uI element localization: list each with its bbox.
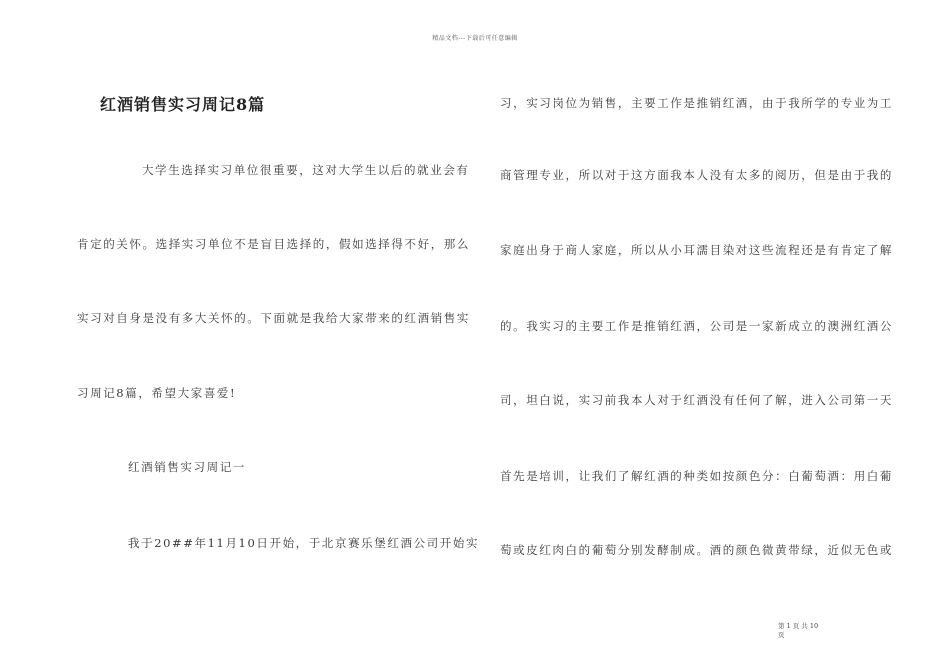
paragraph-line: 的。我实习的主要工作是推销红酒，公司是一家新成立的澳洲红酒公 [500,319,893,333]
page-footer [778,622,838,640]
paragraph-line: 我于20##年11月10日开始，于北京赛乐堡红酒公司开始实 [128,536,480,550]
page-number-text-cont: 页 [778,631,785,639]
document-title: 红酒销售实习周记8篇 [100,95,266,114]
paragraph-line: 实习对自身是没有多大关怀的。下面就是我给大家带来的红酒销售实 [77,311,470,325]
page-header-note: 精品文档---下载后可任意编辑 [432,35,518,42]
paragraph-line: 肯定的关怀。选择实习单位不是盲目选择的，假如选择得不好，那么 [77,237,470,251]
paragraph-line: 萄或皮红肉白的葡萄分别发酵制成。酒的颜色微黄带绿，近似无色或 [500,543,893,557]
paragraph-line: 习周记8篇，希望大家喜爱! [77,386,237,400]
paragraph-line: 习，实习岗位为销售，主要工作是推销红酒，由于我所学的专业为工 [500,96,893,110]
paragraph-line: 大学生选择实习单位很重要，这对大学生以后的就业会有 [142,163,470,177]
paragraph-line: 商管理专业，所以对于这方面我本人没有太多的阅历，但是由于我的 [500,168,893,182]
paragraph-line: 家庭出身于商人家庭，所以从小耳濡目染对这些流程还是有肯定了解 [500,243,893,257]
section-heading: 红酒销售实习周记一 [128,460,246,474]
page-number-text: 第 1 页 共 10 [778,622,819,630]
paragraph-line: 首先是培训，让我们了解红酒的种类如按颜色分：白葡萄酒：用白葡 [500,469,893,483]
paragraph-line: 司，坦白说，实习前我本人对于红酒没有任何了解，进入公司第一天 [500,393,893,407]
